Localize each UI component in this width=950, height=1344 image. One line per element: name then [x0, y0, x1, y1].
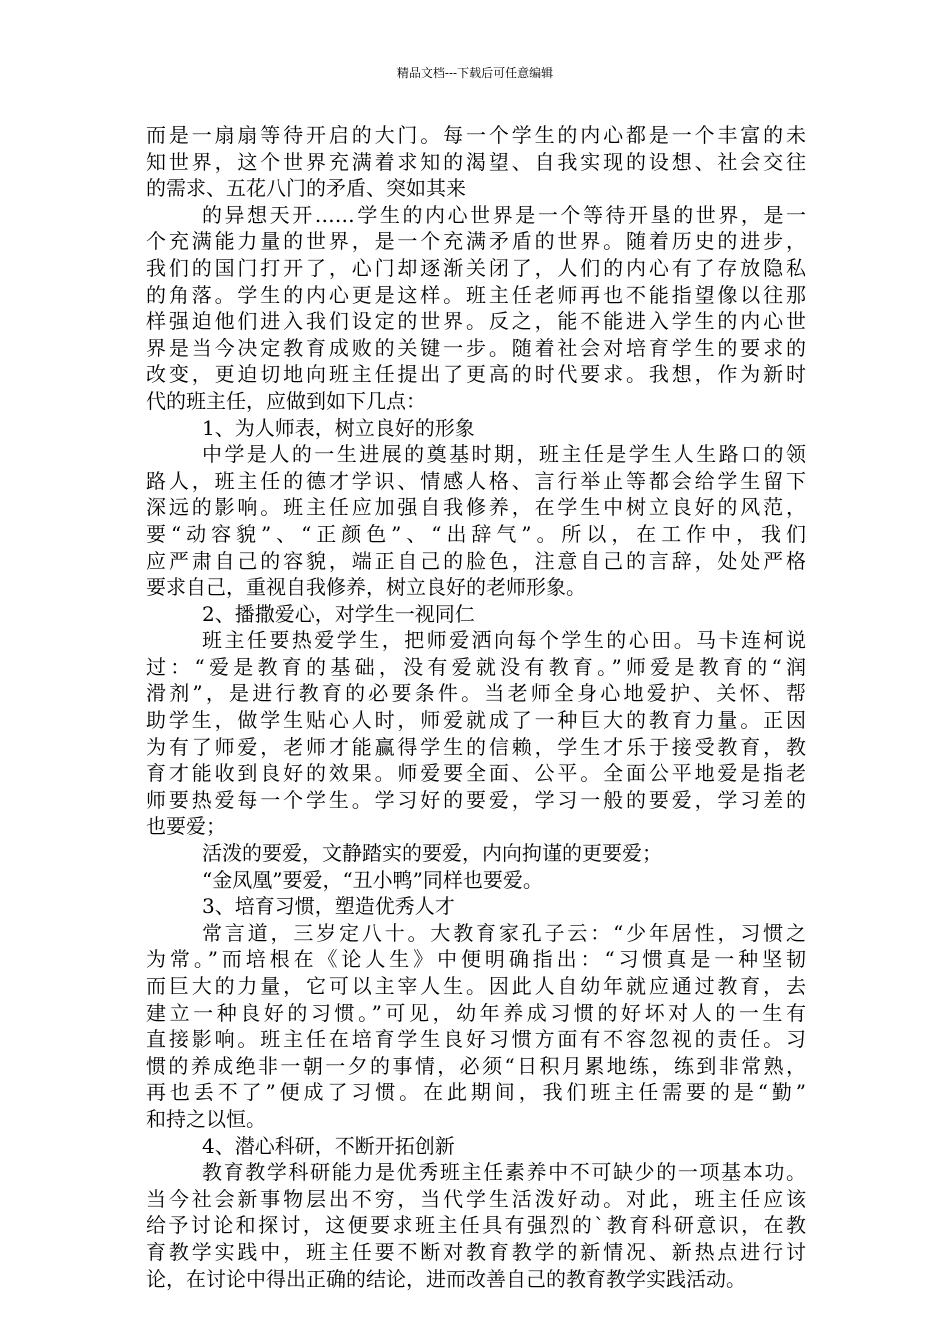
- text-line: 的需求、五花八门的矛盾、突如其来: [146, 176, 466, 201]
- text-line: 路人，班主任的德才学识、情感人格、言行举止等都会给学生留下: [146, 468, 806, 493]
- text-line: 样强迫他们进入我们设定的世界。反之，能不能进入学生的内心世: [146, 309, 806, 334]
- text-line: 师要热爱每一个学生。学习好的要爱，学习一般的要爱，学习差的: [146, 787, 806, 812]
- text-line: 也要爱；: [146, 814, 226, 839]
- text-line: 中学是人的一生进展的奠基时期，班主任是学生人生路口的领: [202, 442, 806, 467]
- text-line: 惯的养成绝非一朝一夕的事情，必须“日积月累地练，练到非常熟，: [146, 1053, 806, 1078]
- text-line: 滑剂”，是进行教育的必要条件。当老师全身心地爱护、关怀、帮: [146, 681, 806, 706]
- text-line: 代的班主任，应做到如下几点：: [146, 388, 426, 413]
- text-line: 我们的国门打开了，心门却逐渐关闭了，人们的内心有了存放隐私: [146, 255, 806, 280]
- text-line: 而是一扇扇等待开启的大门。每一个学生的内心都是一个丰富的未: [146, 123, 806, 147]
- text-line: 知世界，这个世界充满着求知的渴望、自我实现的设想、社会交往: [146, 149, 806, 174]
- text-line: 教育教学科研能力是优秀班主任素养中不可缺少的一项基本功。: [202, 1160, 806, 1185]
- text-line: 过：“爱是教育的基础，没有爱就没有教育。”师爱是教育的“润: [146, 654, 806, 679]
- text-line: 论，在讨论中得出正确的结论，进而改善自己的教育教学实践活动。: [146, 1266, 746, 1291]
- text-line: 和持之以恒。: [146, 1106, 266, 1131]
- text-line: 个充满能力量的世界，是一个充满矛盾的世界。随着历史的进步，: [146, 229, 806, 254]
- text-line: 给予讨论和探讨，这便要求班主任具有强烈的`教育科研意识，在教: [146, 1213, 806, 1238]
- text-line: 的异想天开……学生的内心世界是一个等待开垦的世界，是一: [202, 202, 806, 227]
- text-line: 建立一种良好的习惯。”可见，幼年养成习惯的好坏对人的一生有: [146, 1000, 806, 1025]
- text-line: 3、培育习惯，塑造优秀人才: [202, 894, 455, 919]
- text-line: 为常。”而培根在《论人生》中便明确指出：“习惯真是一种坚韧: [146, 947, 806, 972]
- text-line: 活泼的要爱，文静踏实的要爱，内向拘谨的更要爱；: [202, 841, 662, 866]
- text-line: 当今社会新事物层出不穷，当代学生活泼好动。对此，班主任应该: [146, 1186, 806, 1211]
- text-line: 4、潜心科研，不断开拓创新: [202, 1133, 455, 1158]
- text-line: 要“动容貌”、“正颜色”、“出辞气”。所以，在工作中，我们: [146, 521, 806, 546]
- text-line: 应严肃自己的容貌，端正自己的脸色，注意自己的言辞，处处严格: [146, 548, 806, 573]
- text-line: 1、为人师表，树立良好的形象: [202, 415, 475, 440]
- text-line: 2、播撒爱心，对学生一视同仁: [202, 601, 475, 626]
- text-line: 要求自己，重视自我修养，树立良好的老师形象。: [146, 575, 586, 600]
- text-line: 而巨大的力量，它可以主宰人生。因此人自幼年就应通过教育，去: [146, 974, 806, 998]
- text-line: 助学生，做学生贴心人时，师爱就成了一种巨大的教育力量。正因: [146, 708, 806, 733]
- page-header-watermark: 精品文档---下载后可任意编辑: [396, 66, 554, 80]
- text-line: 育才能收到良好的效果。师爱要全面、公平。全面公平地爱是指老: [146, 761, 806, 786]
- text-line: 常言道，三岁定八十。大教育家孔子云：“少年居性，习惯之: [202, 920, 806, 945]
- text-line: “金凤凰”要爱，“丑小鸭”同样也要爱。: [202, 867, 543, 892]
- text-line: 界是当今决定教育成败的关键一步。随着社会对培育学生的要求的: [146, 335, 806, 360]
- text-line: 班主任要热爱学生，把师爱洒向每个学生的心田。马卡连柯说: [202, 628, 806, 653]
- text-line: 育教学实践中，班主任要不断对教育教学的新情况、新热点进行讨: [146, 1239, 806, 1264]
- text-line: 深远的影响。班主任应加强自我修养，在学生中树立良好的风范，: [146, 495, 806, 520]
- text-line: 为有了师爱，老师才能赢得学生的信赖，学生才乐于接受教育，教: [146, 734, 806, 759]
- document-body: [146, 122, 806, 1292]
- text-line: 再也丢不了”便成了习惯。在此期间，我们班主任需要的是“勤”: [146, 1080, 806, 1105]
- text-line: 的角落。学生的内心更是这样。班主任老师再也不能指望像以往那: [146, 282, 806, 307]
- text-line: 直接影响。班主任在培育学生良好习惯方面有不容忽视的责任。习: [146, 1027, 806, 1052]
- text-line: 改变，更迫切地向班主任提出了更高的时代要求。我想，作为新时: [146, 362, 806, 387]
